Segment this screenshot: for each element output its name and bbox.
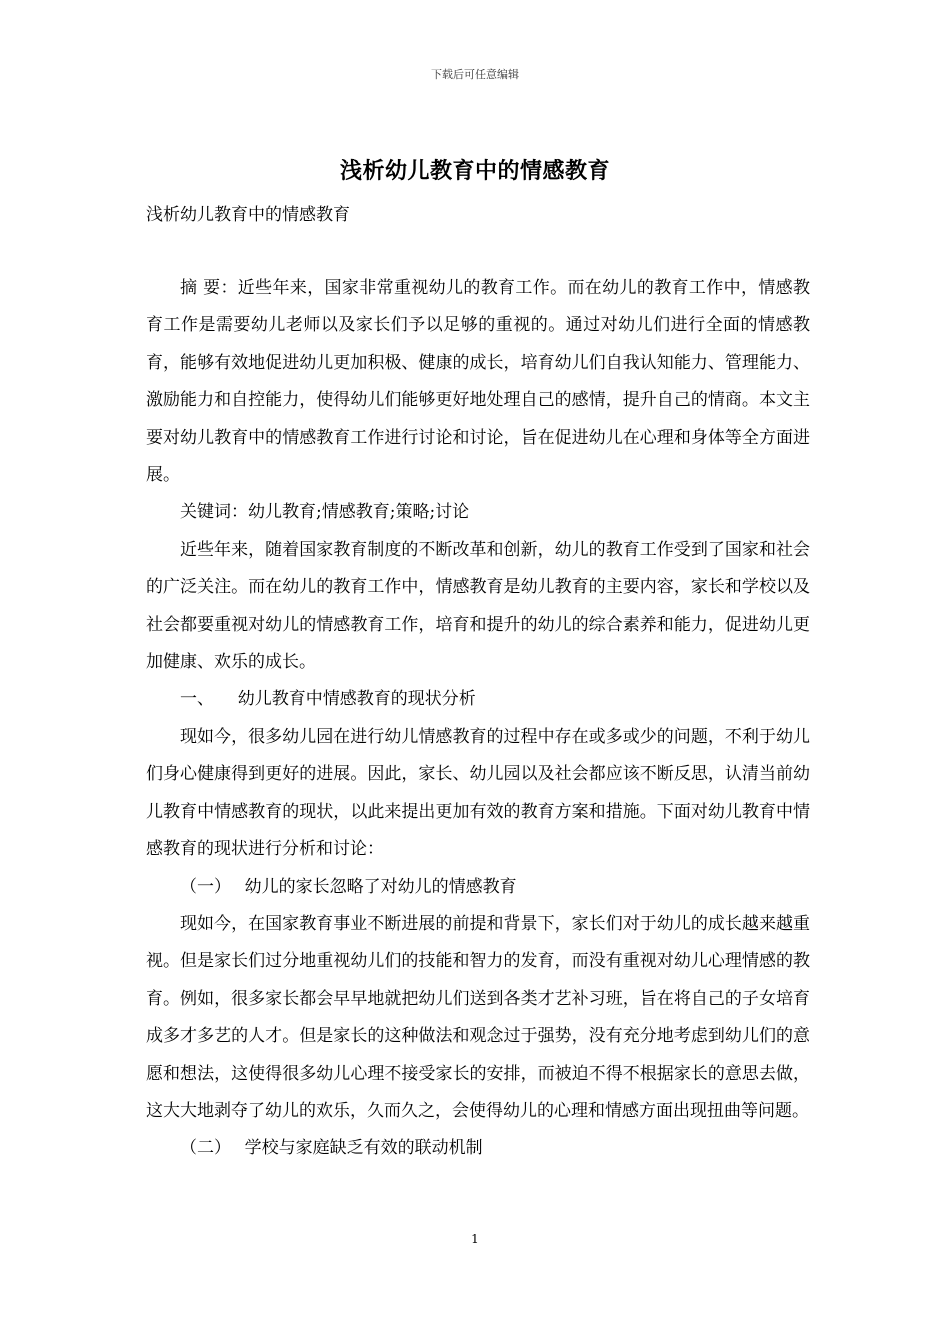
- page-number: 1: [471, 1232, 479, 1246]
- section-number: 一、: [180, 689, 214, 710]
- document-title: 浅析幼儿教育中的情感教育: [339, 159, 610, 184]
- section-title: 幼儿教育中情感教育的现状分析: [237, 689, 476, 710]
- subsection-title: 幼儿的家长忽略了对幼儿的情感教育: [244, 876, 517, 897]
- document-body: [146, 270, 810, 1168]
- section-paragraph-1: 现如今，很多幼儿园在进行幼儿情感教育的过程中存在或多或少的问题，不利于幼儿们身心健康得到更好的进展。因此，家长、幼儿园以及社会都应该不断反思，认清当前幼儿教育中情感教育的现状，以此来提出更加有效的教育方案和措施。下面对幼儿教育中情感教育的现状进行分析和讨论：: [146, 726, 810, 860]
- document-subtitle: 浅析幼儿教育中的情感教育: [146, 205, 350, 225]
- header-note: 下载后可任意编辑: [431, 68, 519, 81]
- subsection-heading-1: [146, 869, 810, 906]
- subsection-heading-2: [146, 1130, 810, 1167]
- subsection-title: 学校与家庭缺乏有效的联动机制: [244, 1138, 483, 1159]
- abstract-paragraph: 摘 要：近些年来，国家非常重视幼儿的教育工作。而在幼儿的教育工作中，情感教育工作是需要幼儿老师以及家长们予以足够的重视的。通过对幼儿们进行全面的情感教育，能够有效地促进幼儿更加积极、健康的成长，培育幼儿们自我认知能力、管理能力、激励能力和自控能力，使得幼儿们能够更好地处理自己的感情，提升自己的情商。本文主要对幼儿教育中的情感教育工作进行讨论和讨论，旨在促进幼儿在心理和身体等全方面进展。: [146, 278, 810, 486]
- intro-paragraph: 近些年来，随着国家教育制度的不断改革和创新，幼儿的教育工作受到了国家和社会的广泛关注。而在幼儿的教育工作中，情感教育是幼儿教育的主要内容，家长和学校以及社会都要重视对幼儿的情感教育工作，培育和提升的幼儿的综合素养和能力，促进幼儿更加健康、欢乐的成长。: [146, 539, 810, 673]
- subsection-paragraph-1: 现如今，在国家教育事业不断进展的前提和背景下，家长们对于幼儿的成长越来越重视。但是家长们过分地重视幼儿们的技能和智力的发育，而没有重视对幼儿心理情感的教育。例如，很多家长都会早早地就把幼儿们送到各类才艺补习班，旨在将自己的子女培育成多才多艺的人才。但是家长的这种做法和观念过于强势，没有充分地考虑到幼儿们的意愿和想法，这使得很多幼儿心理不接受家长的安排，而被迫不得不根据家长的意思去做，这大大地剥夺了幼儿的欢乐，久而久之，会使得幼儿的心理和情感方面出现扭曲等问题。: [146, 913, 810, 1121]
- subsection-number: （二）: [180, 1138, 231, 1159]
- keywords-paragraph: 关键词：幼儿教育;情感教育;策略;讨论: [180, 502, 470, 523]
- section-heading-1: [146, 681, 810, 718]
- subsection-number: （一）: [180, 876, 231, 897]
